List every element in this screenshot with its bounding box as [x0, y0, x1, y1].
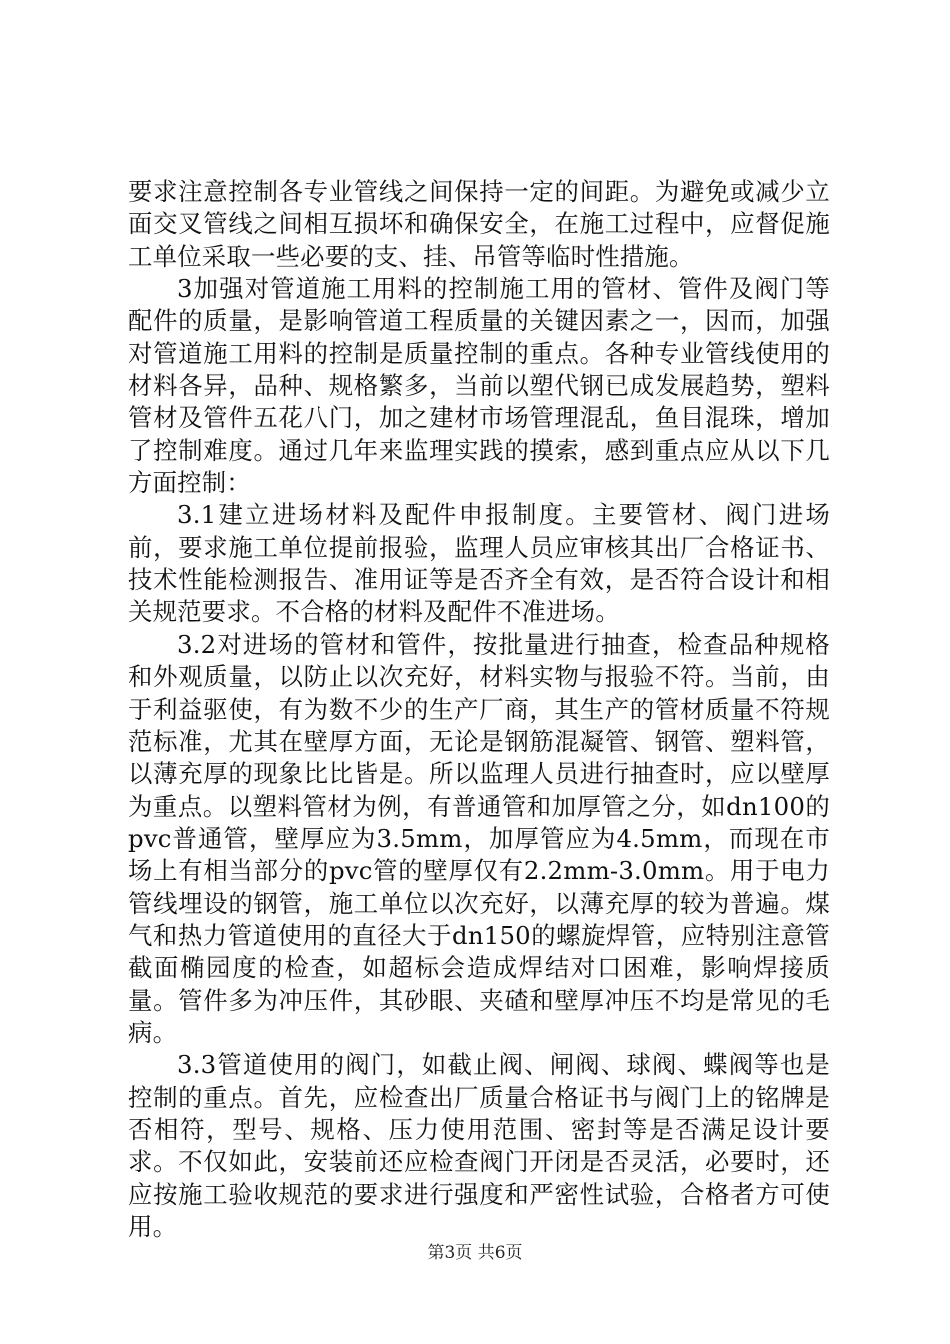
paragraph-section-3-1: 3.1建立进场材料及配件申报制度。主要管材、阀门进场前，要求施工单位提前报验，监理人员应审核其出厂合格证书、技术性能检测报告、准用证等是否齐全有效，是否符合设计和相关规范要求。不合格的材料及配件不准进场。 [128, 500, 830, 627]
paragraph-section-3-2: 3.2对进场的管材和管件，按批量进行抽查，检查品种规格和外观质量，以防止以次充好，材料实物与报验不符。当前，由于利益驱使，有为数不少的生产厂商，其生产的管材质量不符规范标准，尤其在壁厚方面，无论是钢筋混凝管、钢管、塑料管，以薄充厚的现象比比皆是。所以监理人员进行抽查时，应以壁厚为重点。以塑料管材为例，有普通管和加厚管之分，如dn100的pvc普通管，壁厚应为3.5mm，加厚管应为4.5mm，而现在市场上有相当部分的pvc管的壁厚仅有2.2mm-3.0mm。用于电力管线埋设的钢管，施工单位以次充好，以薄充厚的较为普遍。煤气和热力管道使用的直径大于dn150的螺旋焊管，应特别注意管截面椭园度的检查，如超标会造成焊结对口困难，影响焊接质量。管件多为冲压件，其砂眼、夹碴和壁厚冲压不均是常见的毛病。 [128, 629, 830, 1047]
paragraph-section-3: 3加强对管道施工用料的控制施工用的管材、管件及阀门等配件的质量，是影响管道工程质量的关键因素之一，因而，加强对管道施工用料的控制是质量控制的重点。各种专业管线使用的材料各异，品种、规格繁多，当前以塑代钢已成发展趋势，塑料管材及管件五花八门，加之建材市场管理混乱，鱼目混珠，增加了控制难度。通过几年来监理实践的摸索，感到重点应从以下几方面控制： [128, 274, 830, 498]
paragraph-continuation: 要求注意控制各专业管线之间保持一定的间距。为避免或减少立面交叉管线之间相互损坏和确保安全，在施工过程中，应督促施工单位采取一些必要的支、挂、吊管等临时性措施。 [128, 177, 830, 271]
page-number-footer: 第3页 共6页 [427, 1243, 523, 1263]
body-text [128, 176, 830, 1243]
paragraph-section-3-3: 3.3管道使用的阀门，如截止阀、闸阀、球阀、蝶阀等也是控制的重点。首先，应检查出厂质量合格证书与阀门上的铭牌是否相符，型号、规格、压力使用范围、密封等是否满足设计要求。不仅如此，安装前还应检查阀门开闭是否灵活，必要时，还应按施工验收规范的要求进行强度和严密性试验，合格者方可使用。 [128, 1050, 830, 1241]
